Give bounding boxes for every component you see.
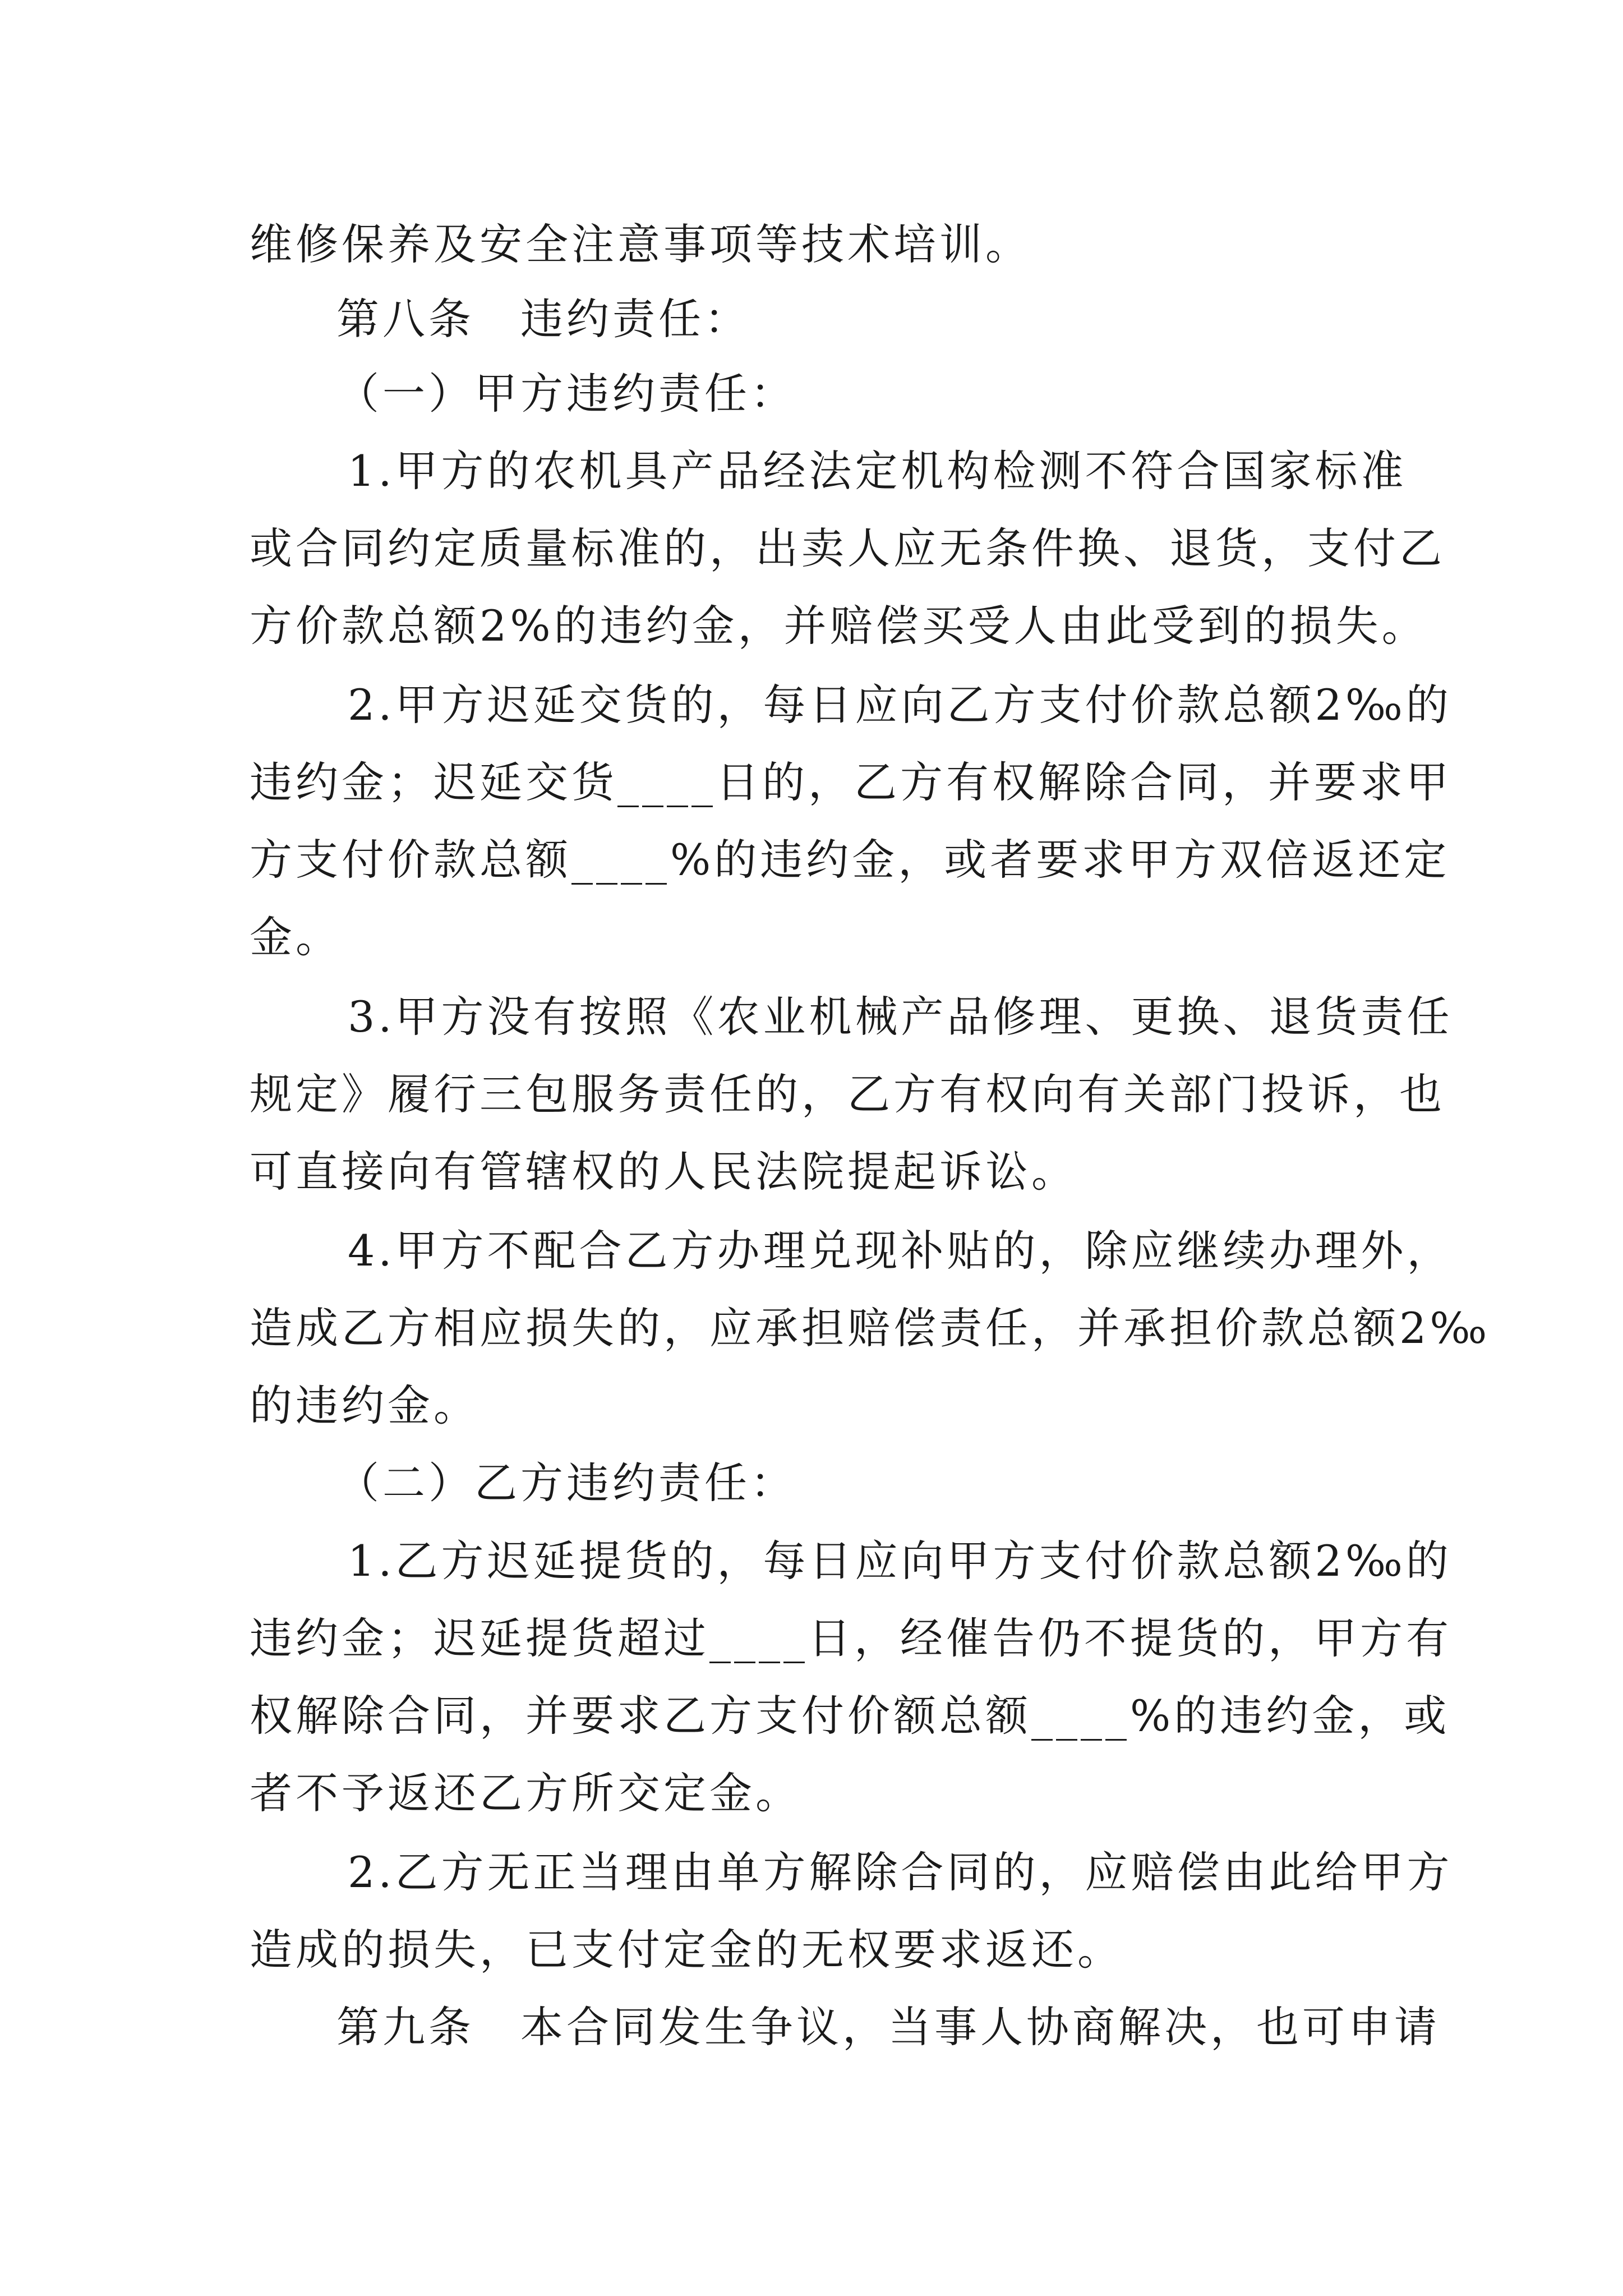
text-line: 权解除合同，并要求乙方支付价额总额____%的违约金，或	[250, 1691, 1450, 1741]
text-line: 的违约金。	[250, 1381, 479, 1430]
text-line: 2.甲方迟延交货的，每日应向乙方支付价款总额2‰的	[348, 680, 1452, 730]
text-line: 4.甲方不配合乙方办理兑现补贴的，除应继续办理外，	[348, 1226, 1453, 1276]
text-line: 违约金；迟延提货超过____日，经催告仍不提货的，甲方有	[250, 1613, 1452, 1663]
text-line: 2.乙方无正当理由单方解除合同的，应赔偿由此给甲方	[348, 1847, 1453, 1897]
section-heading: （一）甲方违约责任：	[336, 369, 796, 418]
text-line: 1.乙方迟延提货的，每日应向甲方支付价款总额2‰的	[348, 1536, 1452, 1586]
text-line: 造成的损失，已支付定金的无权要求返还。	[250, 1925, 1123, 1975]
text-line: 方支付价款总额____%的违约金，或者要求甲方双倍返还定	[250, 835, 1450, 885]
text-line: 可直接向有管辖权的人民法院提起诉讼。	[250, 1147, 1077, 1197]
text-line: 3.甲方没有按照《农业机械产品修理、更换、退货责任	[348, 992, 1453, 1042]
text-line: 者不予返还乙方所交定金。	[250, 1768, 801, 1818]
text-line: 方价款总额2%的违约金，并赔偿买受人由此受到的损失。	[250, 601, 1428, 651]
text-line: 维修保养及安全注意事项等技术培训。	[250, 219, 1031, 269]
article-heading: 第八条 违约责任：	[336, 294, 750, 344]
text-line: 造成乙方相应损失的，应承担赔偿责任，并承担价款总额2‰	[250, 1303, 1491, 1353]
text-line: 规定》履行三包服务责任的，乙方有权向有关部门投诉，也	[250, 1069, 1445, 1119]
text-line: 或合同约定质量标准的，出卖人应无条件换、退货，支付乙	[250, 523, 1445, 573]
text-line: 1.甲方的农机具产品经法定机构检测不符合国家标准	[348, 446, 1407, 496]
text-line: 金。	[250, 912, 342, 962]
section-heading: （二）乙方违约责任：	[336, 1458, 796, 1508]
text-line: 违约金；迟延交货____日的，乙方有权解除合同，并要求甲	[250, 757, 1452, 807]
article-heading: 第九条 本合同发生争议，当事人协商解决，也可申请	[336, 2002, 1440, 2052]
